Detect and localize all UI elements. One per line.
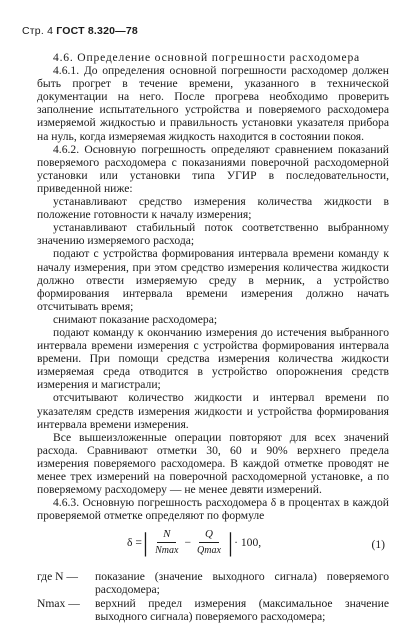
definition-n <box>37 570 389 596</box>
fraction-n-denominator: Nmax <box>155 545 179 557</box>
step-1: устанавливают средство измерения количества жидкости в положение готовности к началу измерения; <box>37 195 389 222</box>
document-body <box>37 51 389 623</box>
step-3: подают с устройства формирования интервала времени команду к началу измерения, при этом средство измерения количества жидкости должно отвести измеряемую среду в мерник, а устройство формирования интервала времени измерения должно начать отсчитывать время; <box>37 247 389 313</box>
definition-term: Nmax — <box>37 596 80 610</box>
formula-minus: − <box>184 536 192 550</box>
formula-1: δ = | $\frac{N}{Nmax}$ − $\frac{Q}{Qmax}$ | · 100, (1) <box>127 527 385 557</box>
step-6: отсчитывают количество жидкости и интервал времени по указателям средств измерения жидкости и устройства формирования интервала времени измерения. <box>37 391 389 431</box>
step-4: снимают показание расходомера; <box>53 312 218 326</box>
fraction-q-denominator: Qmax <box>197 545 221 557</box>
definition-desc: верхний предел измерения (максимальное значение выходного сигнала) поверяемого расходомера; <box>95 596 389 623</box>
page-label: Стр. 4 <box>22 25 54 37</box>
fraction-n <box>155 528 178 557</box>
section-title: 4.6. Определение основной погрешности расходомера <box>53 51 360 64</box>
fraction-n-numerator: N <box>157 528 176 543</box>
formula-tail: · 100, <box>234 536 262 550</box>
page-header <box>22 25 138 37</box>
definition-term: где N — <box>37 570 78 584</box>
step-5: подают команду к окончанию измерения до истечения выбранного интервала времени измерения с устройства формирования интервала времени. При помощи средства измерения количества жидкости измеряемая среда отводится в устройство опорожнения средств измерения и магистрали; <box>37 325 389 392</box>
formula-lhs: δ = <box>127 536 142 550</box>
definition-desc: показание (значение выходного сигнала) поверяемого расходомера; <box>95 570 389 597</box>
paragraph-4-6-3: 4.6.3. Основную погрешность расходомера δ в процентах в каждой проверяемой отметке определяют по формуле <box>37 496 389 523</box>
definitions <box>37 570 389 622</box>
standard-code: ГОСТ 8.320—78 <box>56 25 138 37</box>
paragraph-4-6-1: 4.6.1. До определения основной погрешности расходомер должен быть прогрет в течение времени, указанного в технической документации на него. После прогрева необходимо проверить заполнение испытательного устройства и поверяемого расходомера измеряемой жидкостью и правильность установки указателя прибора на нуль, когда измеряемая жидкость находится в состоянии покоя. <box>37 64 389 143</box>
fraction-q <box>197 528 221 557</box>
fraction-q-numerator: Q <box>199 528 219 543</box>
step-2: устанавливают стабильный поток соответственно выбранному значению измеряемого расхода; <box>37 221 389 248</box>
definition-nmax <box>37 597 389 623</box>
repeat-paragraph: Все вышеизложенные операции повторяют для всех значений расхода. Сравнивают отметки 30, 60 и 90% верхнего предела измерения поверяемого расходомера. В каждой отметке проводят не менее трех измерений на поверочной расходомерной установке, а по поверяемому расходомеру — не менее девяти измерений. <box>37 430 389 497</box>
paragraph-4-6-2: 4.6.2. Основную погрешность определяют сравнением показаний поверяемого расходомера с показаниями поверочной расходомерной установки или установки типа УГИР в последовательности, приведенной ниже: <box>37 142 389 195</box>
formula-number: (1) <box>371 538 385 552</box>
